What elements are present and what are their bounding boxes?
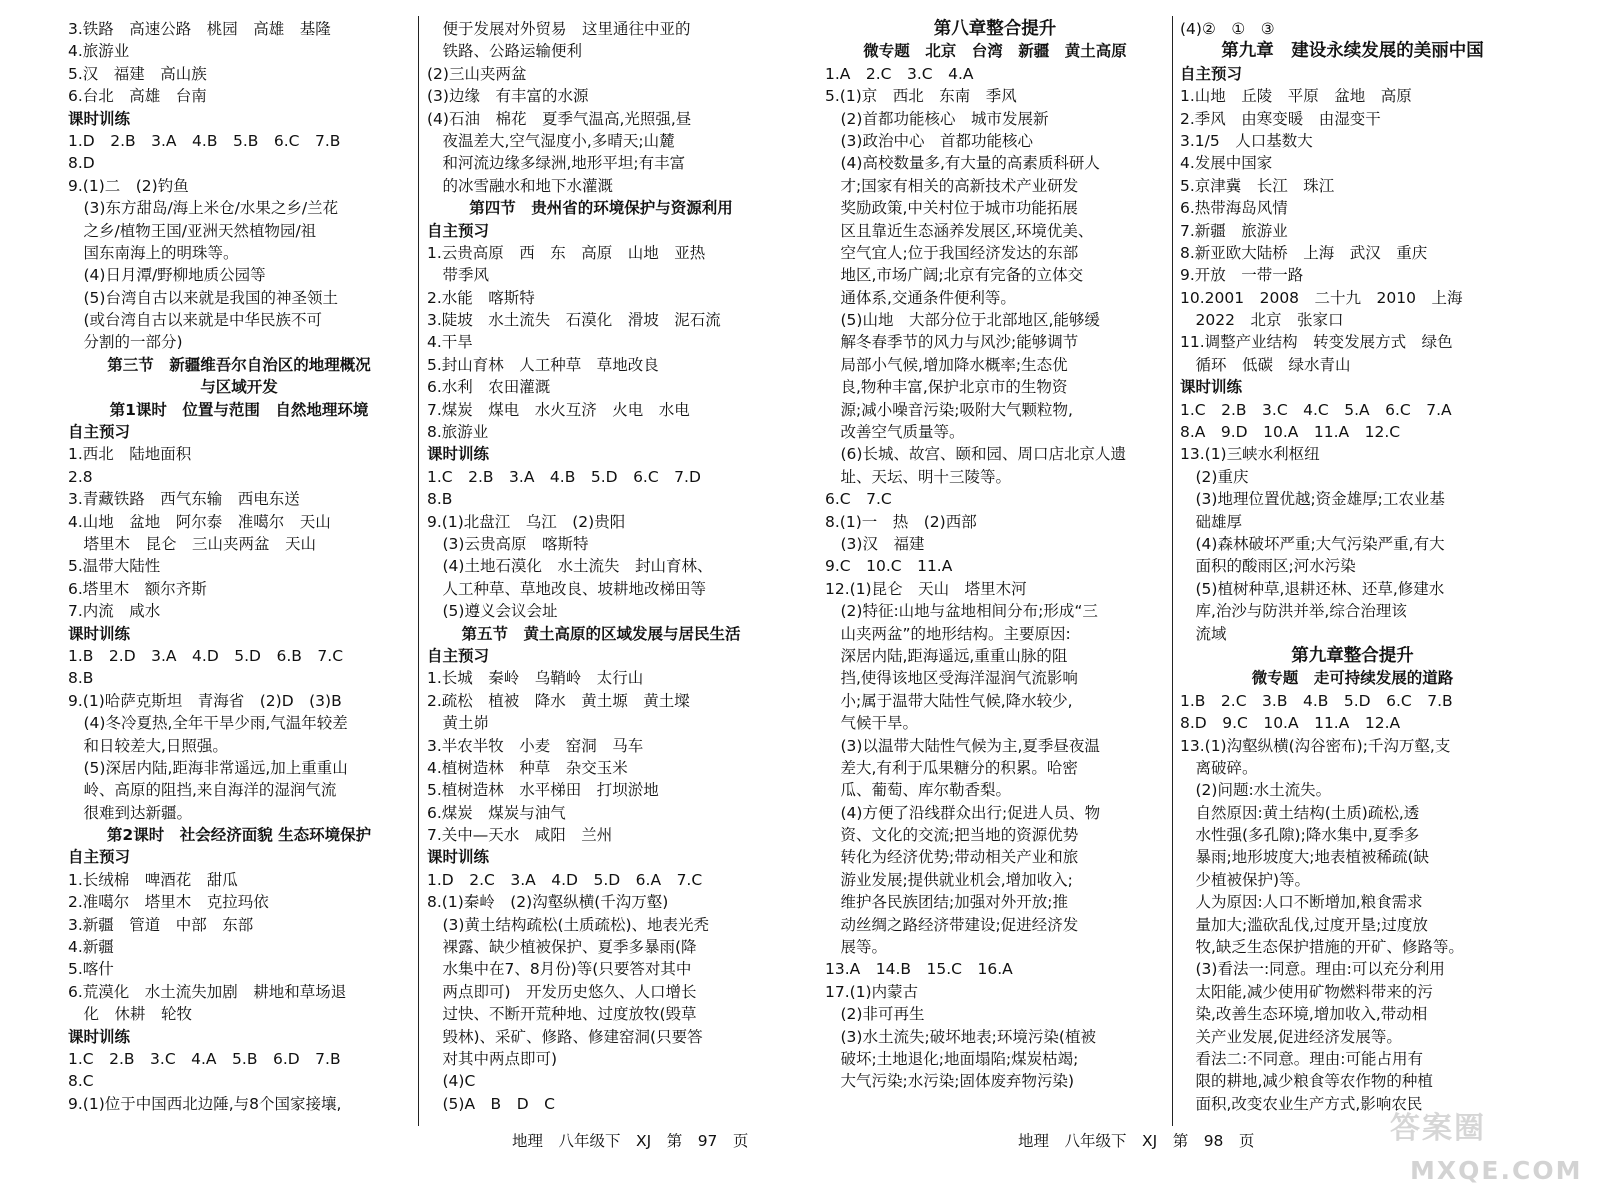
answer-line: 的冰雪融水和地下水灌溉: [427, 176, 614, 195]
section-heading: 自主预习: [68, 848, 131, 867]
answer-line: 限的耕地,减少粮食等农作物的种植: [1180, 1072, 1433, 1091]
answer-line: 6.C 7.C: [825, 490, 892, 509]
answer-line: (2)三山夹两盆: [427, 64, 527, 83]
answer-line: (4)森林破坏严重;大气污染严重,有大: [1180, 534, 1445, 553]
answer-line: 11.调整产业结构 转变发展方式 绿色: [1180, 333, 1453, 352]
answer-line: 8.(1)秦岭 (2)沟壑纵横(千沟万壑): [427, 893, 669, 912]
answer-line: 1.C 2.B 3.C 4.A 5.B 6.D 7.B: [68, 1049, 341, 1068]
answer-line: 13.A 14.B 15.C 16.A: [825, 960, 1013, 979]
answer-line: 库,治沙与防洪并举,综合治理该: [1180, 602, 1407, 621]
answer-line: 循环 低碳 绿水青山: [1180, 355, 1351, 374]
answer-line: 和日较差大,日照强。: [68, 736, 228, 755]
answer-line: 地区,市场广阔;北京有完备的立体交: [825, 266, 1084, 285]
answer-line: (3)云贵高原 喀斯特: [427, 534, 589, 553]
answer-line: 带季风: [427, 266, 490, 285]
answer-line: (5)A B D C: [427, 1094, 555, 1113]
answer-line: 和河流边缘多绿洲,地形平坦;有丰富: [427, 154, 686, 173]
answer-line: 5.植树造林 水平梯田 打坝淤地: [427, 781, 659, 800]
answer-line: 2.季风 由寒变暖 由湿变干: [1180, 109, 1381, 128]
answer-line: 3.半农半牧 小麦 窑洞 马车: [427, 736, 644, 755]
answer-line: 毁林)、采矿、修路、修建窑洞(只要答: [427, 1027, 703, 1046]
answer-line: 差大,有利于瓜果糖分的积累。哈密: [825, 758, 1078, 777]
answer-line: (3)看法一:同意。理由:可以充分利用: [1180, 960, 1445, 979]
answer-line: 1.B 2.C 3.B 4.B 5.D 6.C 7.B: [1180, 691, 1453, 710]
answer-line: 少植被保护)等。: [1180, 870, 1311, 889]
answer-line: 2.准噶尔 塔里木 克拉玛依: [68, 893, 269, 912]
answer-line: 1.C 2.B 3.A 4.B 5.D 6.C 7.D: [427, 467, 701, 486]
answer-line: 1.B 2.D 3.A 4.D 5.D 6.B 7.C: [68, 646, 344, 665]
page-footer-97: 地理 八年级下 XJ 第 97 页: [512, 1132, 749, 1150]
answer-line: 3.青藏铁路 西气东输 西电东送: [68, 490, 300, 509]
answer-line: 8.D: [68, 154, 95, 173]
answer-line: (2)首都功能核心 城市发展新: [825, 109, 1049, 128]
answer-line: 1.山地 丘陵 平原 盆地 高原: [1180, 87, 1412, 106]
answer-line: 7.煤炭 煤电 水火互济 火电 水电: [427, 400, 690, 419]
answer-line: (5)遵义会议会址: [427, 602, 558, 621]
answer-line: 9.开放 一带一路: [1180, 266, 1304, 285]
section-heading: 微专题 北京 台湾 新疆 黄土高原: [863, 42, 1127, 61]
answer-line: (4)土地石漠化 水土流失 封山育林、: [427, 557, 713, 576]
answer-line: 看法二:不同意。理由:可能占用有: [1180, 1049, 1423, 1068]
answer-line: 良,物种丰富,保护北京市的生物资: [825, 378, 1068, 397]
answer-line: 6.台北 高雄 台南: [68, 87, 207, 106]
section-heading: 课时训练: [427, 445, 490, 464]
section-heading: 第五节 黄土高原的区域发展与居民生活: [461, 624, 741, 643]
section-heading: 第2课时 社会经济面貌 生态环境保护: [106, 826, 372, 845]
answer-line: 9.(1)位于中国西北边陲,与8个国家接壤,: [68, 1094, 342, 1113]
answer-line: 很难到达新疆。: [68, 803, 193, 822]
answer-line: 游业发展;提供就业机会,增加收入;: [825, 870, 1073, 889]
answer-line: 人为原因:人口不断增加,粮食需求: [1180, 893, 1423, 912]
section-heading: 第九章 建设永续发展的美丽中国: [1221, 41, 1484, 62]
watermark-site-text: MXQE.COM: [1410, 1156, 1583, 1185]
answer-line: 展等。: [825, 938, 888, 957]
answer-line: 3.铁路 高速公路 桃园 高雄 基隆: [68, 20, 331, 38]
answer-line: 大气污染;水污染;固体废弃物污染): [825, 1072, 1074, 1091]
answer-line: 暴雨;地形坡度大;地表植被稀疏(缺: [1180, 848, 1429, 867]
answer-line: 空气宜人;位于我国经济发达的东部: [825, 243, 1079, 262]
answer-line: 水集中在7、8月份)等(只要答对其中: [427, 960, 692, 979]
answer-line: 之乡/植物王国/亚洲天然植物园/祖: [68, 221, 317, 240]
answer-line: (3)东方甜岛/海上米仓/水果之乡/兰花: [68, 199, 339, 218]
column-divider-left: [418, 16, 419, 1126]
answer-line: 动丝绸之路经济带建设;促进经济发: [825, 915, 1079, 934]
answer-line: 太阳能,减少使用矿物燃料带来的污: [1180, 982, 1433, 1001]
answer-line: 8.A 9.D 10.A 11.A 12.C: [1180, 423, 1401, 442]
section-heading: 课时训练: [427, 848, 490, 867]
answer-line: 1.D 2.C 3.A 4.D 5.D 6.A 7.C: [427, 870, 703, 889]
answer-column-1: [68, 18, 410, 1115]
answer-line: 5.京津冀 长江 珠江: [1180, 176, 1335, 195]
answer-line: 2.水能 喀斯特: [427, 288, 535, 307]
answer-line: 9.C 10.C 11.A: [825, 557, 953, 576]
section-heading: 第三节 新疆维吾尔自治区的地理概况: [107, 355, 371, 374]
answer-line: 9.(1)二 (2)钓鱼: [68, 176, 189, 195]
answer-line: (3)水土流失;破坏地表;环境污染(植被: [825, 1027, 1096, 1046]
answer-line: (3)地理位置优越;资金雄厚;工农业基: [1180, 490, 1445, 509]
answer-line: 2.疏松 植被 降水 黄土塬 黄土墚: [427, 691, 690, 710]
answer-line: 通体系,交通条件便利等。: [825, 288, 1016, 307]
section-heading: 自主预习: [427, 221, 490, 240]
answer-line: 础雄厚: [1180, 512, 1243, 531]
answer-line: 破坏;土地退化;地面塌陷;煤炭枯竭;: [825, 1049, 1079, 1068]
answer-line: (4)② ① ③: [1180, 20, 1275, 38]
section-heading: 与区域开发: [200, 378, 278, 397]
answer-line: 1.西北 陆地面积: [68, 445, 192, 464]
answer-line: 便于发展对外贸易 这里通往中亚的: [427, 20, 691, 38]
section-heading: 第九章整合提升: [1291, 645, 1414, 666]
answer-line: 8.新亚欧大陆桥 上海 武汉 重庆: [1180, 243, 1428, 262]
answer-line: 小;属于温带大陆性气候,降水较少,: [825, 691, 1073, 710]
answer-line: 岭、高原的阻挡,来自海洋的湿润气流: [68, 781, 337, 800]
answer-line: 3.1/5 人口基数大: [1180, 131, 1313, 150]
answer-line: 8.B: [427, 490, 453, 509]
answer-line: 10.2001 2008 二十九 2010 上海: [1180, 288, 1463, 307]
answer-line: 5.(1)京 西北 东南 季风: [825, 87, 1017, 106]
answer-line: 人工种草、草地改良、坡耕地改梯田等: [427, 579, 707, 598]
column-divider-right: [1172, 16, 1173, 1126]
answer-line: (5)山地 大部分位于北部地区,能够缓: [825, 311, 1100, 330]
page-footer-98: 地理 八年级下 XJ 第 98 页: [1018, 1132, 1255, 1150]
section-heading: 课时训练: [68, 109, 131, 128]
answer-line: 4.旅游业: [68, 42, 130, 61]
answer-column-2: [427, 18, 775, 1115]
answer-line: (5)植树种草,退耕还林、还草,修建水: [1180, 579, 1445, 598]
answer-line: 2.8: [68, 467, 93, 486]
answer-line: (2)非可再生: [825, 1005, 925, 1024]
answer-line: 1.C 2.B 3.C 4.C 5.A 6.C 7.A: [1180, 400, 1452, 419]
answer-line: 6.煤炭 煤炭与油气: [427, 803, 566, 822]
answer-line: 山夹两盆”的地形结构。主要原因:: [825, 624, 1071, 643]
answer-line: 面积的酸雨区;河水污染: [1180, 557, 1356, 576]
answer-line: 改善空气质量等。: [825, 423, 965, 442]
section-heading: 课时训练: [68, 624, 131, 643]
answer-line: 局部小气候,增加降水概率;生态优: [825, 355, 1068, 374]
section-heading: 第1课时 位置与范围 自然地理环境: [109, 400, 369, 419]
answer-line: 1.D 2.B 3.A 4.B 5.B 6.C 7.B: [68, 131, 341, 150]
answer-line: (3)以温带大陆性气候为主,夏季昼夜温: [825, 736, 1100, 755]
answer-line: 13.(1)三峡水利枢纽: [1180, 445, 1320, 464]
answer-line: 6.热带海岛风情: [1180, 199, 1288, 218]
answer-line: 8.B: [68, 669, 94, 688]
answer-line: 8.旅游业: [427, 423, 489, 442]
answer-column-3: [825, 18, 1165, 1093]
answer-line: (2)问题:水土流失。: [1180, 781, 1332, 800]
answer-line: (5)台湾自古以来就是我国的神圣领土: [68, 288, 338, 307]
answer-line: 气候干旱。: [825, 714, 919, 733]
answer-line: 4.新疆: [68, 938, 114, 957]
answer-line: 量加大;滥砍乱伐,过度开垦;过度放: [1180, 915, 1428, 934]
answer-line: 6.荒漠化 水土流失加剧 耕地和草场退: [68, 982, 347, 1001]
answer-line: (4)日月潭/野柳地质公园等: [68, 266, 266, 285]
answer-line: 8.C: [68, 1072, 94, 1091]
answer-line: 资、文化的交流;把当地的资源优势: [825, 826, 1079, 845]
answer-line: 解冬春季节的风力与风沙;能够调节: [825, 333, 1079, 352]
answer-line: 对其中两点即可): [427, 1049, 558, 1068]
answer-line: 水性强(多孔隙);降水集中,夏季多: [1180, 826, 1420, 845]
answer-line: 1.A 2.C 3.C 4.A: [825, 64, 974, 83]
answer-line: (2)重庆: [1180, 467, 1249, 486]
answer-line: 奖励政策,中关村位于城市功能拓展: [825, 199, 1078, 218]
answer-line: 挡,使得该地区受海洋湿润气流影响: [825, 669, 1078, 688]
answer-line: 牧,缺乏生态保护措施的开矿、修路等。: [1180, 938, 1464, 957]
answer-line: 4.发展中国家: [1180, 154, 1273, 173]
answer-line: (4)方便了沿线群众出行;促进人员、物: [825, 803, 1101, 822]
answer-line: 离破碎。: [1180, 758, 1258, 777]
watermark-logo-text: 答案圈: [1390, 1111, 1486, 1146]
answer-line: 流域: [1180, 624, 1227, 643]
answer-line: 才;国家有相关的高新技术产业研发: [825, 176, 1079, 195]
answer-line: 铁路、公路运输便利: [427, 42, 583, 61]
answer-line: 面积,改变农业生产方式,影响农民: [1180, 1094, 1423, 1113]
answer-line: 7.内流 咸水: [68, 602, 161, 621]
answer-line: 9.(1)哈萨克斯坦 青海省 (2)D (3)B: [68, 691, 342, 710]
answer-line: 两点即可) 开发历史悠久、人口增长: [427, 982, 697, 1001]
section-heading: 微专题 走可持续发展的道路: [1251, 669, 1454, 688]
answer-line: (6)长城、故宫、颐和园、周口店北京人遗: [825, 445, 1126, 464]
answer-line: 深居内陆,距海遥远,重重山脉的阻: [825, 646, 1068, 665]
answer-line: 区且靠近生态涵养发展区,环境优美、: [825, 221, 1094, 240]
answer-line: 5.喀什: [68, 960, 114, 979]
answer-line: (5)深居内陆,距海非常遥远,加上重重山: [68, 758, 348, 777]
answer-line: 8.D 9.C 10.A 11.A 12.A: [1180, 714, 1401, 733]
section-heading: 课时训练: [68, 1027, 131, 1046]
answer-line: 4.植树造林 种草 杂交玉米: [427, 758, 628, 777]
section-heading: 第四节 贵州省的环境保护与资源利用: [469, 199, 733, 218]
answer-line: 13.(1)沟壑纵横(沟谷密布);千沟万壑,支: [1180, 736, 1451, 755]
answer-column-4: [1180, 18, 1525, 1115]
answer-line: 化 休耕 轮牧: [68, 1005, 193, 1024]
answer-line: 7.关中—天水 咸阳 兰州: [427, 826, 613, 845]
answer-line: (4)高校数量多,有大量的高素质科研人: [825, 154, 1100, 173]
answer-line: 染,改善生态环境,增加收入,带动相: [1180, 1005, 1428, 1024]
answer-line: (2)特征:山地与盆地相间分布;形成“三: [825, 602, 1098, 621]
answer-line: 3.新疆 管道 中部 东部: [68, 915, 254, 934]
answer-line: (4)C: [427, 1072, 476, 1091]
answer-line: 6.塔里木 额尔齐斯: [68, 579, 207, 598]
answer-line: 7.新疆 旅游业: [1180, 221, 1288, 240]
answer-line: 过快、不断开荒种地、过度放牧(毁草: [427, 1005, 697, 1024]
answer-line: 8.(1)一 热 (2)西部: [825, 512, 977, 531]
answer-line: (4)石油 棉花 夏季气温高,光照强,昼: [427, 109, 692, 128]
answer-line: 国东南海上的明珠等。: [68, 243, 239, 262]
answer-line: 12.(1)昆仑 天山 塔里木河: [825, 579, 1027, 598]
answer-line: 4.山地 盆地 阿尔泰 准噶尔 天山: [68, 512, 331, 531]
section-heading: 自主预习: [427, 646, 490, 665]
section-heading: 第八章整合提升: [933, 19, 1057, 39]
answer-line: 址、天坛、明十三陵等。: [825, 467, 1012, 486]
answer-line: 裸露、缺少植被保护、夏季多暴雨(降: [427, 938, 697, 957]
answer-line: 1.长绒棉 啤酒花 甜瓜: [68, 870, 238, 889]
answer-line: 5.封山育林 人工种草 草地改良: [427, 355, 659, 374]
answer-line: 夜温差大,空气湿度小,多晴天;山麓: [427, 131, 675, 150]
answer-line: 维护各民族团结;加强对外开放;推: [825, 893, 1068, 912]
answer-line: 6.水利 农田灌溉: [427, 378, 551, 397]
answer-line: 源;减小噪音污染;吸附大气颗粒物,: [825, 400, 1073, 419]
answer-line: (4)冬冷夏热,全年干旱少雨,气温年较差: [68, 714, 348, 733]
answer-line: (3)黄土结构疏松(土质疏松)、地表光秃: [427, 915, 710, 934]
section-heading: 课时训练: [1180, 378, 1243, 397]
answer-line: 17.(1)内蒙古: [825, 982, 919, 1001]
answer-line: 5.温带大陆性: [68, 557, 161, 576]
answer-line: 2022 北京 张家口: [1180, 311, 1344, 330]
answer-line: 塔里木 昆仑 三山夹两盆 天山: [68, 534, 317, 553]
answer-line: 5.汉 福建 高山族: [68, 64, 207, 83]
answer-line: 转化为经济优势;带动相关产业和旅: [825, 848, 1079, 867]
answer-line: (3)汉 福建: [825, 534, 925, 553]
section-heading: 自主预习: [68, 423, 131, 442]
answer-line: 4.干旱: [427, 333, 473, 352]
answer-line: (3)政治中心 首都功能核心: [825, 131, 1033, 150]
site-watermark-logo: [1390, 1112, 1590, 1192]
answer-line: 3.陡坡 水土流失 石漠化 滑坡 泥石流: [427, 311, 721, 330]
answer-line: 1.云贵高原 西 东 高原 山地 亚热: [427, 243, 706, 262]
answer-line: (或台湾自古以来就是中华民族不可: [68, 311, 323, 330]
section-heading: 自主预习: [1180, 64, 1243, 83]
answer-line: 关产业发展,促进经济发展等。: [1180, 1027, 1402, 1046]
answer-line: 分割的一部分): [68, 333, 183, 352]
answer-line: 1.长城 秦岭 乌鞘岭 太行山: [427, 669, 644, 688]
answer-line: 自然原因:黄土结构(土质)疏松,透: [1180, 803, 1420, 822]
answer-line: (3)边缘 有丰富的水源: [427, 87, 589, 106]
answer-line: 瓜、葡萄、库尔勒香梨。: [825, 781, 1012, 800]
answer-line: 黄土峁: [427, 714, 490, 733]
answer-line: 9.(1)北盘江 乌江 (2)贵阳: [427, 512, 626, 531]
